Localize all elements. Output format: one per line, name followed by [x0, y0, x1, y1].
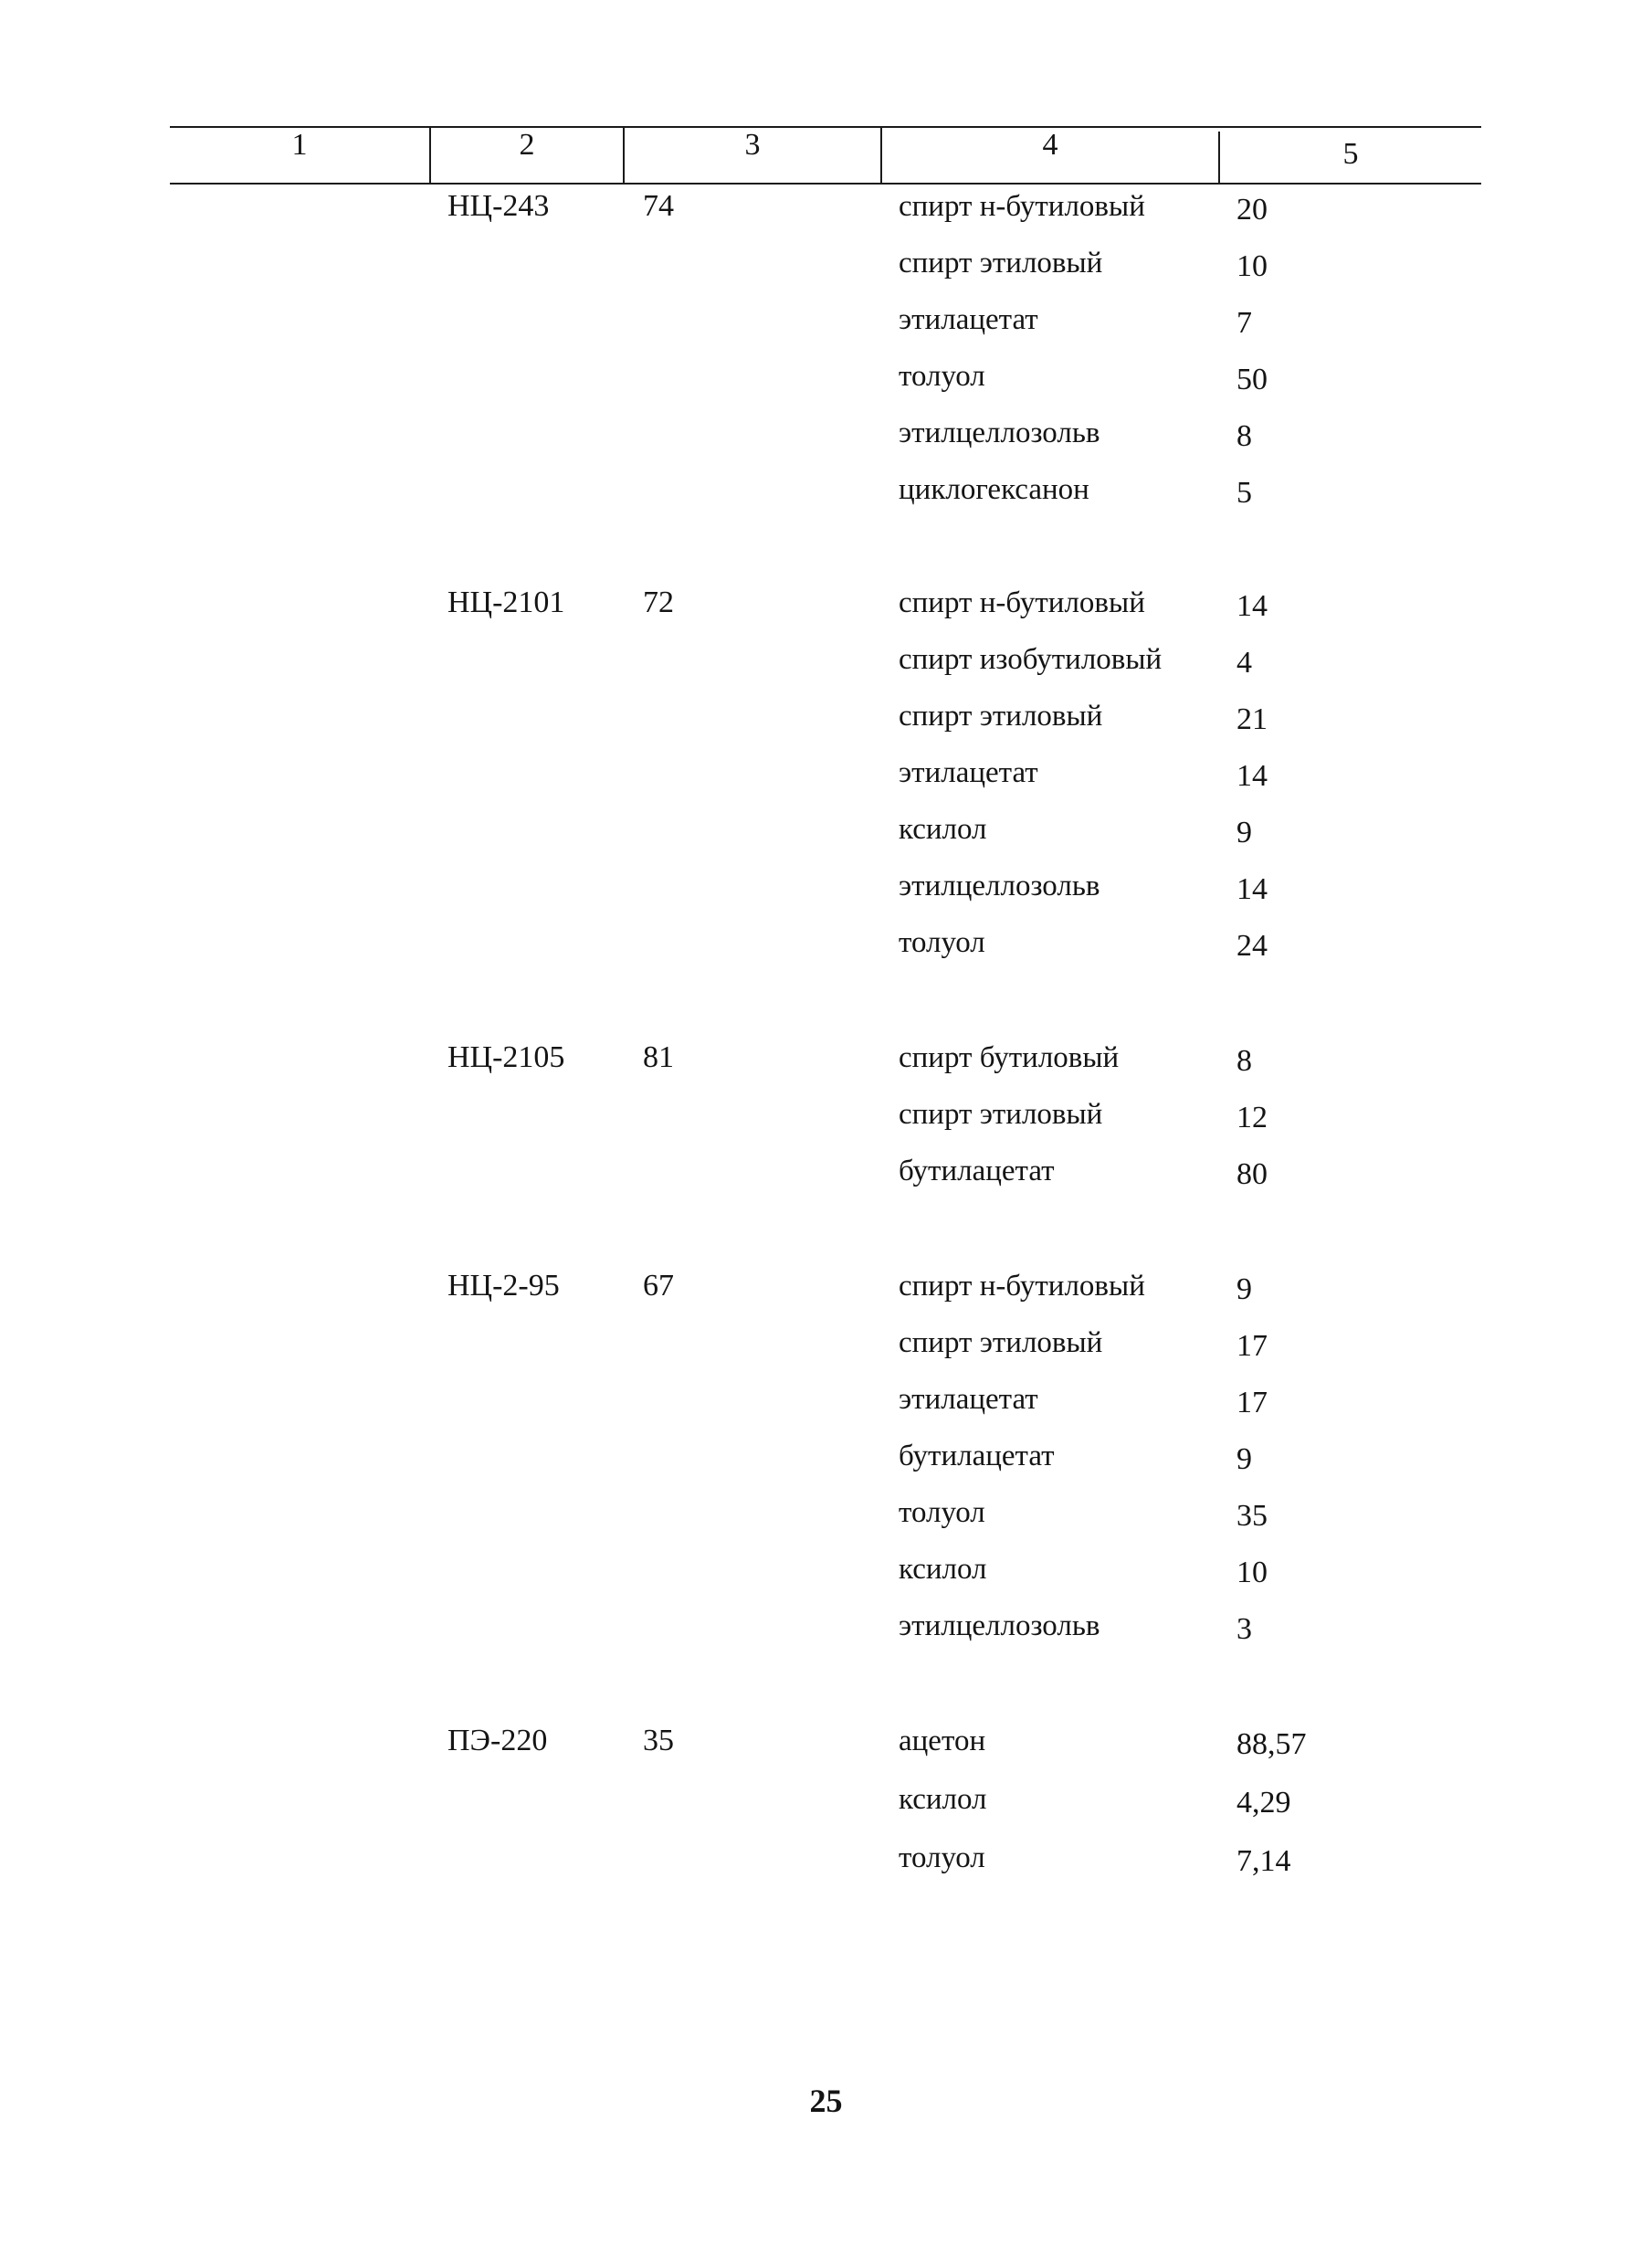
component-name: спирт этиловый: [899, 700, 1103, 733]
component-value: 10: [1236, 1556, 1268, 1589]
component-name: этилцеллозольв: [899, 417, 1100, 449]
component-line: [0, 1438, 1652, 1494]
component-value: 8: [1236, 1044, 1252, 1078]
component-line: [0, 1494, 1652, 1551]
component-value: 21: [1236, 702, 1268, 736]
component-value: 14: [1236, 589, 1268, 623]
material-quantity: 67: [643, 1269, 674, 1303]
component-line: [0, 471, 1652, 528]
component-line: [0, 585, 1652, 641]
material-quantity: 74: [643, 189, 674, 223]
component-name: ксилол: [899, 813, 987, 846]
component-value: 3: [1236, 1612, 1252, 1646]
component-value: 50: [1236, 363, 1268, 396]
component-name: спирт этиловый: [899, 1098, 1103, 1131]
page-number: 25: [809, 2083, 843, 2119]
component-name: спирт н-бутиловый: [899, 190, 1145, 223]
component-value: 8: [1236, 419, 1252, 453]
component-name: толуол: [899, 1841, 985, 1874]
component-line: [0, 188, 1652, 245]
component-value: 17: [1236, 1386, 1268, 1419]
header-col-2: 2: [519, 128, 535, 162]
component-name: спирт изобутиловый: [899, 643, 1163, 676]
component-value: 80: [1236, 1157, 1268, 1191]
component-line: [0, 698, 1652, 754]
component-value: 12: [1236, 1101, 1268, 1134]
component-name: спирт бутиловый: [899, 1041, 1120, 1074]
component-line: [0, 754, 1652, 811]
component-value: 7,14: [1236, 1844, 1291, 1878]
material-mark: НЦ-243: [447, 189, 550, 223]
component-line: [0, 924, 1652, 981]
material-mark: НЦ-2105: [447, 1040, 565, 1074]
header-col-1: 1: [291, 128, 308, 162]
component-line: [0, 358, 1652, 415]
component-name: спирт этиловый: [899, 247, 1103, 280]
component-name: этилацетат: [899, 303, 1038, 336]
material-quantity: 35: [643, 1724, 674, 1757]
header-col-5: 5: [1342, 137, 1359, 171]
material-mark: ПЭ-220: [447, 1724, 548, 1757]
component-value: 14: [1236, 872, 1268, 906]
component-line: [0, 868, 1652, 924]
component-value: 9: [1236, 1272, 1252, 1306]
header-bottom-rule: [170, 183, 1481, 185]
component-value: 14: [1236, 759, 1268, 793]
component-name: бутилацетат: [899, 1440, 1055, 1472]
component-line: [0, 1723, 1652, 1779]
component-line: [0, 1781, 1652, 1838]
component-name: спирт н-бутиловый: [899, 1270, 1145, 1303]
component-line: [0, 1608, 1652, 1664]
material-quantity: 81: [643, 1040, 674, 1074]
component-name: ксилол: [899, 1783, 987, 1816]
component-line: [0, 245, 1652, 301]
component-value: 88,57: [1236, 1727, 1307, 1761]
component-value: 7: [1236, 306, 1252, 340]
component-name: толуол: [899, 360, 985, 393]
component-line: [0, 1153, 1652, 1209]
component-name: этилцеллозольв: [899, 870, 1100, 902]
component-value: 35: [1236, 1499, 1268, 1533]
material-quantity: 72: [643, 585, 674, 619]
component-name: этилацетат: [899, 1383, 1038, 1416]
component-name: спирт н-бутиловый: [899, 586, 1145, 619]
component-line: [0, 1039, 1652, 1096]
header-col-4: 4: [1042, 128, 1058, 162]
component-value: 20: [1236, 193, 1268, 227]
component-line: [0, 1096, 1652, 1153]
component-line: [0, 1324, 1652, 1381]
material-mark: НЦ-2-95: [447, 1269, 560, 1303]
component-line: [0, 1381, 1652, 1438]
component-line: [0, 415, 1652, 471]
component-name: толуол: [899, 926, 985, 959]
component-value: 9: [1236, 816, 1252, 849]
component-name: ацетон: [899, 1725, 986, 1757]
component-name: спирт этиловый: [899, 1326, 1103, 1359]
header-col-3: 3: [744, 128, 761, 162]
component-value: 10: [1236, 249, 1268, 283]
component-line: [0, 1840, 1652, 1896]
component-name: бутилацетат: [899, 1155, 1055, 1187]
component-value: 4: [1236, 646, 1252, 680]
component-value: 9: [1236, 1442, 1252, 1476]
component-name: ксилол: [899, 1553, 987, 1586]
component-line: [0, 1551, 1652, 1608]
component-value: 5: [1236, 476, 1252, 510]
component-name: этилцеллозольв: [899, 1609, 1100, 1642]
component-value: 4,29: [1236, 1786, 1291, 1820]
material-mark: НЦ-2101: [447, 585, 565, 619]
component-line: [0, 301, 1652, 358]
component-line: [0, 1268, 1652, 1324]
header-top-rule: [170, 126, 1481, 128]
component-line: [0, 811, 1652, 868]
component-value: 24: [1236, 929, 1268, 963]
component-name: этилацетат: [899, 756, 1038, 789]
component-value: 17: [1236, 1329, 1268, 1363]
component-name: толуол: [899, 1496, 985, 1529]
component-name: циклогексанон: [899, 473, 1089, 506]
component-line: [0, 641, 1652, 698]
